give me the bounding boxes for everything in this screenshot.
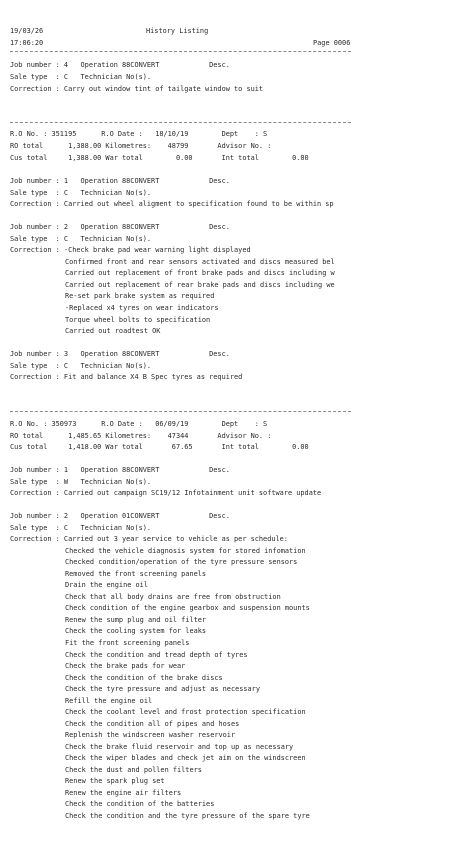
correction-line: Check that all body drains are free from obstruction <box>65 593 281 601</box>
job-line: Job number : 1 Operation 88CONVERT Desc. <box>10 466 230 474</box>
correction-line: Carried out replacement of rear brake pads and discs including we <box>65 281 335 289</box>
correction-line: Correction : -Check brake pad wear warning light displayed <box>10 246 251 254</box>
correction-line: Check the brake fluid reservoir and top up as necessary <box>65 743 294 751</box>
correction-line: Carried out roadtest OK <box>65 327 161 335</box>
correction-line: Correction : Fit and balance X4 B Spec tyres as required <box>10 373 243 381</box>
job-line: Job number : 3 Operation 88CONVERT Desc. <box>10 350 230 358</box>
correction-line: Check the condition and the tyre pressure of the spare tyre <box>65 812 310 820</box>
correction-line: -Replaced x4 tyres on wear indicators <box>65 304 219 312</box>
job-line: Job number : 1 Operation 88CONVERT Desc. <box>10 177 230 185</box>
correction-line: Refill the engine oil <box>65 697 153 705</box>
ro-cus-line: Cus total 1,388.00 War total 0.00 Int total 0.00 <box>10 154 309 162</box>
ro-cus-line: Cus total 1,418.00 War total 67.65 Int total 0.00 <box>10 443 309 451</box>
correction-line: Check the coolant level and frost protection specification <box>65 708 306 716</box>
correction-line: Check the condition and tread depth of tyres <box>65 651 248 659</box>
separator <box>10 122 351 123</box>
correction-line: Check the condition of the brake discs <box>65 674 223 682</box>
correction-line: Checked the vehicle diagnosis system for stored infomation <box>65 547 306 555</box>
correction-line: Correction : Carried out wheel aligment to specification found to be within sp <box>10 200 334 208</box>
correction-line: Check the dust and pollen filters <box>65 766 202 774</box>
correction-line: Check the condition of the batteries <box>65 800 215 808</box>
correction-line: Correction : Carry out window tint of tailgate window to suit <box>10 85 264 93</box>
correction-line: Check the tyre pressure and adjust as necessary <box>65 685 260 693</box>
correction-line: Carried out replacement of front brake pads and discs including w <box>65 269 335 277</box>
sale-line: Sale type : W Technician No(s). <box>10 478 152 486</box>
correction-line: Renew the sump plug and oil filter <box>65 616 207 624</box>
correction-line: Drain the engine oil <box>65 581 148 589</box>
correction-line: Check the wiper blades and check jet aim on the windscreen <box>65 754 306 762</box>
correction-line: Correction : Carried out campaign SC19/12 Infotainment unit software update <box>10 489 322 497</box>
correction-line: Check the condition all of pipes and hoses <box>65 720 240 728</box>
page-number: Page 0006 <box>313 39 351 47</box>
correction-line: Check the cooling system for leaks <box>65 627 207 635</box>
ro-totals-line: RO total 1,388.00 Kilometres: 48799 Advisor No. : <box>10 142 272 150</box>
sale-line: Sale type : C Technician No(s). <box>10 362 152 370</box>
sale-line: Sale type : C Technician No(s). <box>10 189 152 197</box>
sale-line: Sale type : C Technician No(s). <box>10 235 152 243</box>
ro-totals-line: RO total 1,485.65 Kilometres: 47344 Advisor No. : <box>10 432 272 440</box>
report-date: 19/03/26 <box>10 27 44 35</box>
separator <box>10 411 351 412</box>
correction-line: Fit the front screening panels <box>65 639 190 647</box>
job-line: Job number : 2 Operation 88CONVERT Desc. <box>10 223 230 231</box>
job-line: Job number : 4 Operation 88CONVERT Desc. <box>10 61 230 69</box>
correction-line: Correction : Carried out 3 year service to vehicle as per schedule: <box>10 535 288 543</box>
report-time: 17:06:20 <box>10 39 44 47</box>
separator <box>10 51 351 52</box>
ro-header-line: R.O No. : 350973 R.O Date : 06/09/19 Dept : S <box>10 420 268 428</box>
correction-line: Check condition of the engine gearbox and suspension mounts <box>65 604 310 612</box>
sale-line: Sale type : C Technician No(s). <box>10 524 152 532</box>
sale-line: Sale type : C Technician No(s). <box>10 73 152 81</box>
correction-line: Confirmed front and rear sensors activated and discs measured bel <box>65 258 335 266</box>
correction-line: Replenish the windscreen washer reservoir <box>65 731 236 739</box>
correction-line: Removed the front screening panels <box>65 570 207 578</box>
correction-line: Re-set park brake system as required <box>65 292 215 300</box>
correction-line: Renew the spark plug set <box>65 777 165 785</box>
correction-line: Torque wheel bolts to specification <box>65 316 211 324</box>
correction-line: Renew the engine air filters <box>65 789 182 797</box>
correction-line: Checked condition/operation of the tyre pressure sensors <box>65 558 298 566</box>
correction-line: Check the brake pads for wear <box>65 662 186 670</box>
report-title: History Listing <box>146 27 209 35</box>
ro-header-line: R.O No. : 351195 R.O Date : 18/10/19 Dept : S <box>10 130 268 138</box>
job-line: Job number : 2 Operation 01CONVERT Desc. <box>10 512 230 520</box>
